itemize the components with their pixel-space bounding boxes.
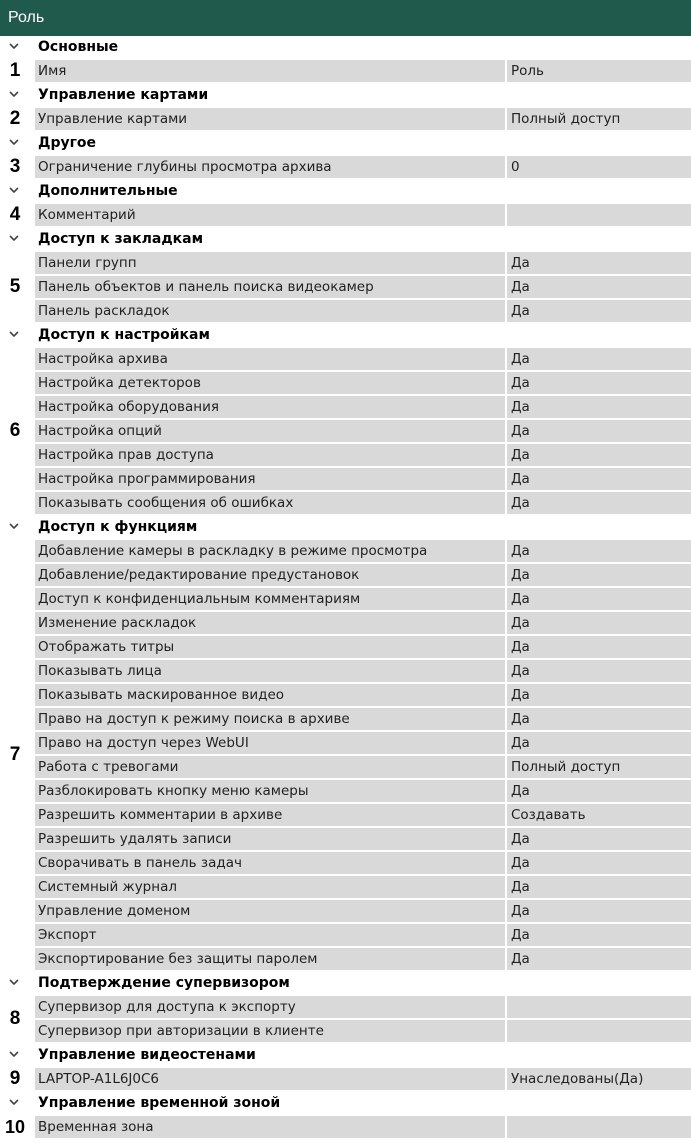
property-name: Настройка программирования [35,468,506,490]
annotation-number: 10 [4,1117,26,1137]
property-name: Панели групп [35,252,506,274]
property-row[interactable] [0,828,691,852]
property-row[interactable] [0,732,691,756]
property-value[interactable]: Да [507,684,691,706]
property-row[interactable] [0,276,691,300]
property-value[interactable]: Да [507,900,691,922]
property-row[interactable] [0,444,691,468]
property-name: Настройка прав доступа [35,444,506,466]
property-row[interactable] [0,108,691,132]
property-row[interactable] [0,252,691,276]
property-row[interactable] [0,804,691,828]
property-value[interactable]: Да [507,540,691,562]
property-name: Экспортирование без защиты паролем [35,948,506,970]
annotation-number: 9 [9,1068,21,1089]
chevron-down-icon[interactable] [7,519,21,533]
category-label: Управление картами [38,87,209,103]
property-name: Сворачивать в панель задач [35,852,506,874]
property-row[interactable] [0,876,691,900]
property-name: Комментарий [35,204,506,226]
property-value[interactable]: Да [507,588,691,610]
category-header-s5[interactable] [0,228,691,252]
chevron-down-icon[interactable] [7,1095,21,1109]
property-row[interactable] [0,1116,691,1140]
category-label: Основные [38,39,119,55]
property-value[interactable]: Да [507,876,691,898]
property-name: Панель раскладок [35,300,506,322]
property-value[interactable]: Да [507,420,691,442]
property-value[interactable] [507,204,691,226]
property-row[interactable] [0,204,691,228]
property-value[interactable]: Полный доступ [507,756,691,778]
annotation-number: 8 [9,1008,21,1029]
chevron-down-icon[interactable] [7,87,21,101]
chevron-down-icon[interactable] [7,327,21,341]
category-label: Управление видеостенами [38,1047,256,1063]
category-label: Другое [38,135,97,151]
property-value[interactable]: Да [507,444,691,466]
property-name: Разрешить комментарии в архиве [35,804,506,826]
property-row[interactable] [0,1068,691,1092]
property-value[interactable]: Да [507,564,691,586]
annotation-number: 3 [9,156,21,177]
chevron-down-icon[interactable] [7,183,21,197]
property-name: Настройка опций [35,420,506,442]
chevron-down-icon[interactable] [7,975,21,989]
property-value[interactable]: Да [507,924,691,946]
property-row[interactable] [0,684,691,708]
property-row[interactable] [0,1020,691,1044]
property-row[interactable] [0,300,691,324]
property-name: Супервизор при авторизации в клиенте [35,1020,506,1042]
property-value[interactable]: 0 [507,156,691,178]
property-name: Панель объектов и панель поиска видеокамер [35,276,506,298]
property-name: Настройка оборудования [35,396,506,418]
property-row[interactable] [0,372,691,396]
property-grid [0,36,691,1140]
annotation-number: 4 [9,204,21,225]
chevron-down-icon[interactable] [7,39,21,53]
property-name: Временная зона [35,1116,506,1138]
property-name: Доступ к конфиденциальным комментариям [35,588,506,610]
property-row[interactable] [0,780,691,804]
property-row[interactable] [0,852,691,876]
property-name: Показывать лица [35,660,506,682]
property-row[interactable] [0,564,691,588]
category-header-s9[interactable] [0,1044,691,1068]
property-row[interactable] [0,396,691,420]
property-name: LAPTOP-A1L6J0C6 [35,1068,506,1090]
property-name: Настройка детекторов [35,372,506,394]
property-value[interactable] [507,1116,691,1138]
property-row[interactable] [0,996,691,1020]
property-name: Супервизор для доступа к экспорту [35,996,506,1018]
property-row[interactable] [0,756,691,780]
property-name: Экспорт [35,924,506,946]
property-value[interactable]: Да [507,660,691,682]
property-row[interactable] [0,348,691,372]
property-value[interactable]: Да [507,636,691,658]
annotation-number: 5 [9,276,21,297]
chevron-down-icon[interactable] [7,1047,21,1061]
category-label: Доступ к закладкам [38,231,204,247]
category-header-s3[interactable] [0,132,691,156]
property-value[interactable]: Да [507,828,691,850]
property-value[interactable]: Роль [507,60,691,82]
property-value[interactable]: Да [507,492,691,514]
property-value[interactable]: Да [507,780,691,802]
property-name: Показывать сообщения об ошибках [35,492,506,514]
category-header-s2[interactable] [0,84,691,108]
property-row[interactable] [0,924,691,948]
property-value[interactable]: Да [507,276,691,298]
property-row[interactable] [0,708,691,732]
category-header-s1[interactable] [0,36,691,60]
property-value[interactable]: Да [507,732,691,754]
property-value[interactable]: Да [507,252,691,274]
category-header-s7[interactable] [0,516,691,540]
annotation-number: 2 [9,108,21,129]
property-row[interactable] [0,540,691,564]
category-header-s6[interactable] [0,324,691,348]
property-value[interactable]: Да [507,468,691,490]
window-title: Роль [8,9,45,26]
category-header-s4[interactable] [0,180,691,204]
property-name: Отображать титры [35,636,506,658]
category-label: Доступ к функциям [38,519,198,535]
property-value[interactable] [507,1020,691,1042]
property-value[interactable]: Да [507,708,691,730]
chevron-down-icon[interactable] [7,231,21,245]
property-name: Право на доступ к режиму поиска в архиве [35,708,506,730]
category-label: Подтверждение супервизором [38,975,290,991]
property-row[interactable] [0,420,691,444]
property-row[interactable] [0,492,691,516]
annotation-number: 1 [9,60,21,81]
property-row[interactable] [0,900,691,924]
property-name: Ограничение глубины просмотра архива [35,156,506,178]
property-name: Работа с тревогами [35,756,506,778]
property-value[interactable] [507,996,691,1018]
property-value[interactable]: Полный доступ [507,108,691,130]
property-name: Системный журнал [35,876,506,898]
property-name: Имя [35,60,506,82]
category-label: Доступ к настройкам [38,327,210,343]
property-name: Разрешить удалять записи [35,828,506,850]
property-name: Добавление/редактирование предустановок [35,564,506,586]
property-name: Управление доменом [35,900,506,922]
property-name: Управление картами [35,108,506,130]
annotation-number: 7 [9,744,21,765]
property-value[interactable]: Да [507,948,691,970]
property-name: Добавление камеры в раскладку в режиме просмотра [35,540,506,562]
property-name: Разблокировать кнопку меню камеры [35,780,506,802]
property-row[interactable] [0,60,691,84]
annotation-number: 6 [9,420,21,441]
property-name: Показывать маскированное видео [35,684,506,706]
property-row[interactable] [0,468,691,492]
property-value[interactable]: Да [507,612,691,634]
property-row[interactable] [0,948,691,972]
category-header-s10[interactable] [0,1092,691,1116]
property-value[interactable]: Создавать [507,804,691,826]
property-value[interactable]: Да [507,348,691,370]
property-value[interactable]: Да [507,300,691,322]
category-label: Дополнительные [38,183,178,199]
category-header-s8[interactable] [0,972,691,996]
property-row[interactable] [0,612,691,636]
property-name: Право на доступ через WebUI [35,732,506,754]
property-value[interactable]: Да [507,396,691,418]
property-value[interactable]: Да [507,852,691,874]
chevron-down-icon[interactable] [7,135,21,149]
property-value[interactable]: Да [507,372,691,394]
category-label: Управление временной зоной [38,1095,281,1111]
property-value[interactable]: Унаследованы(Да) [507,1068,691,1090]
property-row[interactable] [0,588,691,612]
property-row[interactable] [0,660,691,684]
property-name: Настройка архива [35,348,506,370]
property-row[interactable] [0,636,691,660]
property-row[interactable] [0,156,691,180]
property-name: Изменение раскладок [35,612,506,634]
window-title-bar [0,0,691,36]
